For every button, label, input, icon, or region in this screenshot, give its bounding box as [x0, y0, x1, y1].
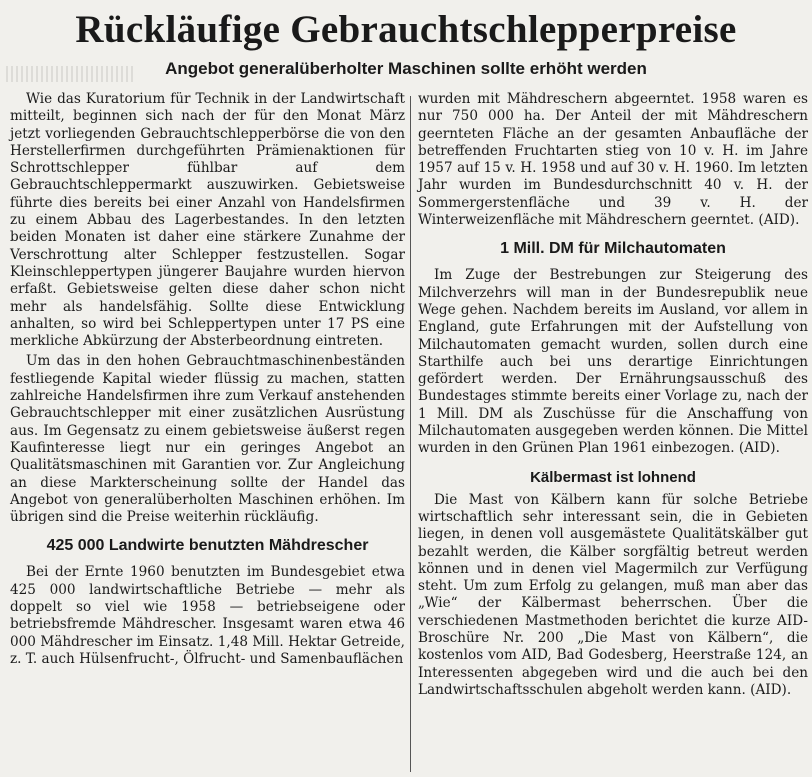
maehdrescher-text-part2: wurden mit Mähdreschern abgeerntet. 1958 waren es nur 750 000 ha. Der Anteil der mit Mähdreschern geernteten Fläche an der gesamten Anbaufläche der betreffenden Fruchtarten stieg von 10 v. H. im Jahre 1957 auf 15 v. H. 1958 und auf 30 v. H. 1960. Im letzten Jahr wurden im Bundesdurchschnitt 40 v. H. der Sommergerstenfläche und 39 v. H. der Winterweizenfläche mit Mähdreschern geerntet. (AID). — [418, 91, 808, 229]
maehdrescher-text-part1: Bei der Ernte 1960 benutzten im Bundesgebiet etwa 425 000 landwirtschaftliche Betriebe — mehr als doppelt so viel wie 1958 — betriebseigene oder betriebsfremde Mähdrescher. Insgesamt waren etwa 46 000 Mähdrescher im Einsatz. 1,48 Mill. Hektar Getreide, z. T. auch Hülsenfrucht-, Ölfrucht- und Samenbauflächen — [10, 564, 405, 667]
right-column — [418, 91, 808, 699]
maehdrescher-heading: 425 000 Landwirte benutzten Mähdrescher — [46, 537, 369, 555]
intro-paragraph-1: Wie das Kuratorium für Technik in der Landwirtschaft mitteilt, beginnen sich nach der für den Monat März jetzt vorliegenden Gebrauchtschlepperbörse die von den Herstellerfirmen durchgeführten Prämienaktionen für Schrottschlepper fühlbar auf dem Gebrauchtschleppermarkt auszuwirken. Gebietsweise führte dies bereits bei einer Anzahl von Handelsfirmen zu einem Abbau des Lagerbestandes. In den letzten beiden Monaten ist daher eine stärkere Zunahme der Verschrottung alter Schlepper festzustellen. Sogar Kleinschleppertypen jüngerer Baujahre wurden hiervon erfaßt. Gebietsweise gelten diese daher schon nicht mehr als handelsfähig. Sollte diese Entwicklung anhalten, so wird bei Schleppertypen unter 17 PS eine merkliche Abkürzung der Absterbeordnung eintreten. — [10, 91, 405, 350]
column-divider — [410, 96, 411, 772]
kaelber-text: Die Mast von Kälbern kann für solche Betriebe wirtschaftlich sehr interessant sein, die in Gebieten liegen, in denen voll ausgemästete Qualitätskälber gut bezahlt werden, die Kälber sorgfältig betreut werden können und in denen viel Magermilch zur Verfügung steht. Um zum Erfolg zu gelangen, muß man aber das „Wie“ der Kälbermast beherrschen. Über die verschiedenen Mastmethoden berichtet die kurze AID-Broschüre Nr. 200 „Die Mast von Kälbern“, die kostenlos vom AID, Bad Godesberg, Heerstraße 124, an Interessenten abgegeben wird und die auch bei den Landwirtschaftsschulen abgeholt werden kann. (AID). — [418, 491, 808, 698]
milch-text: Im Zuge der Bestrebungen zur Steigerung des Milchverzehrs will man in der Bundesrepublik neue Wege gehen. Nachdem bereits im Ausland, vor allem in England, gute Erfahrungen mit der Aufstellung von Milchautomaten gemacht wurden, sollen durch eine Starthilfe auch bei uns derartige Einrichtungen gefördert werden. Der Ernährungsausschuß des Bundestages stimmte bereits einer Vorlage zu, nach der 1 Mill. DM als Zuschüsse für die Anschaffung von Milchautomaten ausgegeben werden können. Die Mittel wurden in den Grünen Plan 1961 einbezogen. (AID). — [418, 267, 808, 457]
subheadline: Angebot generalüberholter Maschinen sollte erhöht werden — [165, 59, 647, 78]
milch-heading: 1 Mill. DM für Milchautomaten — [500, 240, 726, 258]
print-smudge — [6, 66, 136, 82]
left-column — [10, 91, 405, 668]
kaelber-heading: Kälbermast ist lohnend — [530, 468, 696, 486]
intro-paragraph-2: Um das in den hohen Gebrauchtmaschinenbeständen festliegende Kapital wieder flüssig zu machen, statten zahlreiche Handelsfirmen ihre zum Verkauf anstehenden Gebrauchtschlepper mit einer zusätzlichen Ausrüstung aus. Im Gegensatz zu einem gebietsweise äußerst regen Kaufinteresse liegt nur ein geringes Angebot an Qualitätsmaschinen mit Garantien vor. Zur Angleichung an diese Markterscheinung sollte der Handel das Angebot von generalüberholten Maschinen erhöhen. Im übrigen sind die Preise weiterhin rückläufig. — [10, 353, 405, 526]
headline: Rückläufige Gebrauchtschlepperpreise — [75, 8, 737, 51]
